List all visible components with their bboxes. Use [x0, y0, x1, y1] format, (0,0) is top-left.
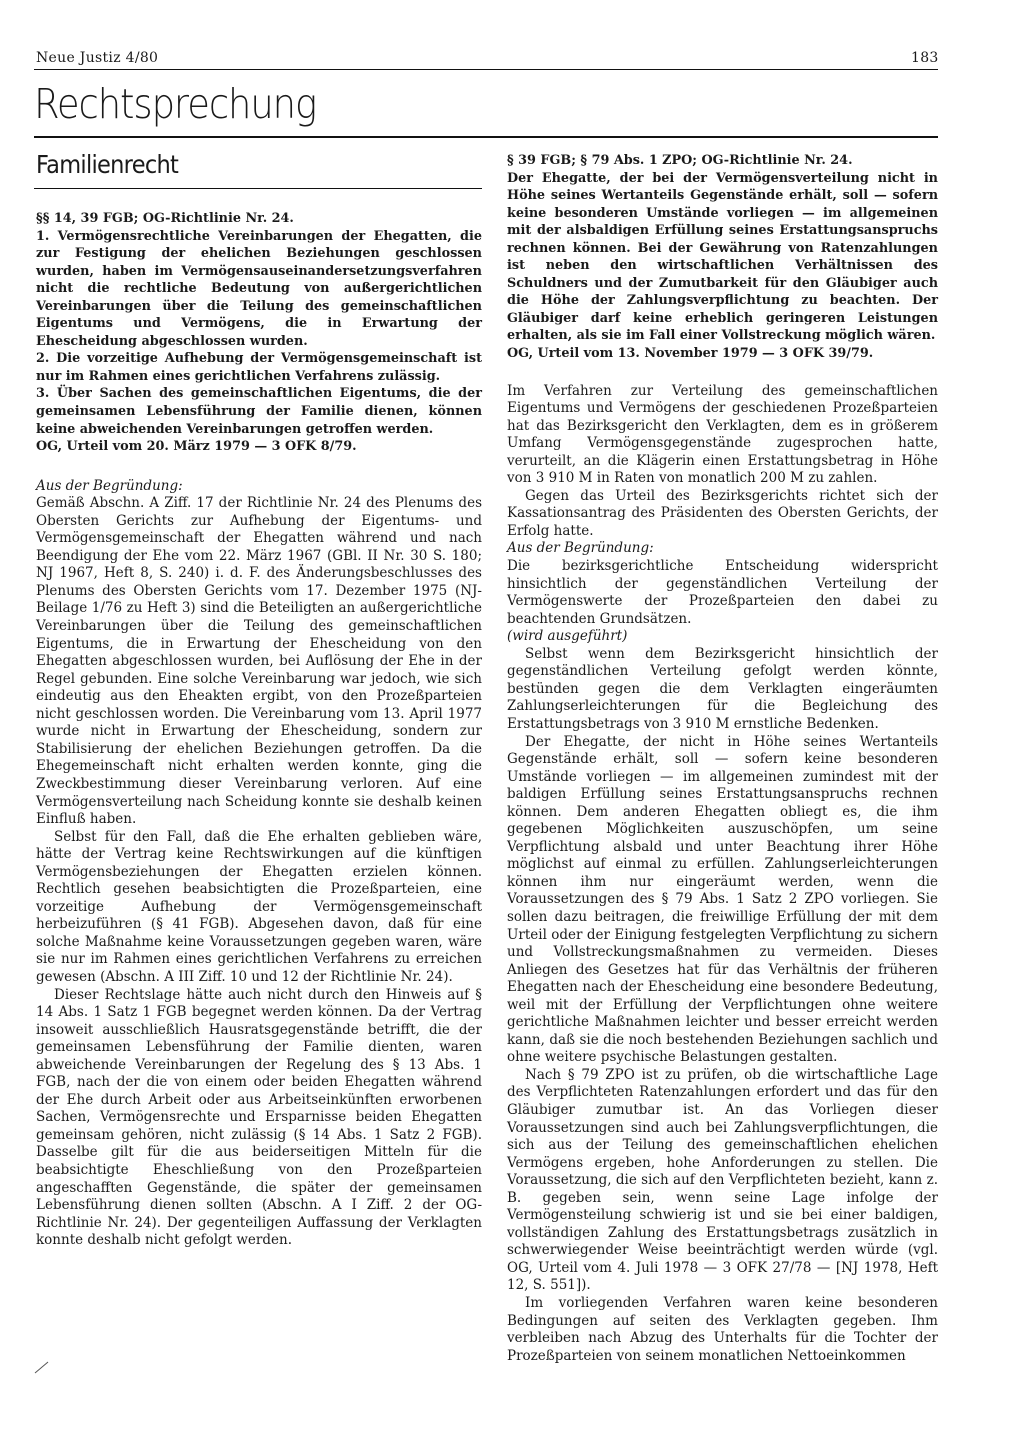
subsection-title: Familienrecht — [36, 150, 179, 179]
pencil-mark-icon — [34, 1360, 50, 1374]
right-paragraph-7: Im vorliegenden Verfahren waren keine besonderen Bedingungen auf seiten des Verklagten gegeben. Ihm verbleiben nach Abzug des Unterhalts für die Tochter der Prozeßparteien von seinem monatlichen Nettoeinkommen — [507, 1295, 938, 1364]
right-paragraph-3: Die bezirksgerichtliche Entscheidung widerspricht hinsichtlich der gegenständlichen Verteilung der Vermögenswerte der Prozeßparteien den dabei zu beachtenden Grundsätzen. — [507, 558, 938, 627]
right-paragraph-1: Im Verfahren zur Verteilung des gemeinschaftlichen Eigentums und Vermögens der geschiedenen Prozeßparteien hat das Bezirksgericht den Verklagten, dem es in größerem Umfang Vermögensgegenstände zugesprochen hatte, verurteilt, an die Klägerin einen Erstattungsbetrag in Höhe von 3 910 M in Raten von monatlich 200 M zu zahlen. — [507, 382, 938, 487]
right-paragraph-2: Gegen das Urteil des Bezirksgerichts richtet sich der Kassationsantrag des Präsidenten des Obersten Gerichts, der Erfolg hatte. — [507, 487, 938, 539]
right-citation: OG, Urteil vom 13. November 1979 — 3 OFK 39/79. — [507, 346, 874, 362]
section-rule — [34, 136, 938, 138]
journal-header: Neue Justiz 4/80 — [36, 50, 159, 66]
right-wird-ausgefuehrt: (wird ausgeführt) — [507, 628, 628, 645]
right-column — [507, 152, 938, 1365]
right-leitsatz: Der Ehegatte, der bei der Vermögensverteilung nicht in Höhe seines Wertanteils Gegenstände erhält, soll — sofern keine besonderen Umstände vorliegen — im allgemeinen mit der alsbaldigen Erfüllung seines Erstattungsanspruchs rechnen können. Bei der Gewährung von Ratenzahlungen ist neben den wirtschaftlichen Verhältnissen des Schuldners und der Zumutbarkeit für den Gläubiger auch die Höhe der Zahlungsverpflichtung zu beachten. Der Gläubiger darf keine erheblich geringeren Leistungen erhalten, als sie im Fall einer Vollstreckung möglich wären. — [507, 170, 938, 344]
left-begruendung-label: Aus der Begründung: — [36, 477, 183, 494]
right-paragraph-6: Nach § 79 ZPO ist zu prüfen, ob die wirtschaftliche Lage des Verpflichteten Ratenzahlungen erfordert und das für den Gläubiger zumutbar ist. An das Vorliegen dieser Voraussetzungen sind auch bei Zahlungsverpflichtungen, die sich aus der Teilung des gemeinschaftlichen ehelichen Vermögens ergeben, hohe Anforderungen zu stellen. Die Voraussetzung, die sich auf den Verpflichteten bezieht, kann z. B. gegeben sein, wenn seine Lage infolge der Vermögensteilung schwierig ist und sie bei einer baldigen, vollständigen Zahlung des Erstattungsbetrags zusätzlich in schwerwiegender Weise beeinträchtigt werden würde (vgl. OG, Urteil vom 4. Juli 1978 — 3 OFK 27/78 — [NJ 1978, Heft 12, S. 551]). — [507, 1066, 938, 1294]
left-leitsatz-1: 1. Vermögensrechtliche Vereinbarungen der Ehegatten, die zur Festigung der ehelichen Beziehungen geschlossen wurden, haben im Vermögensauseinandersetzungsverfahren nicht die rechtliche Bedeutung von außergerichtlichen Vereinbarungen über die Teilung des gemeinschaftlichen Eigentums und Vermögens, die in Erwartung der Ehescheidung abgeschlossen wurden. — [36, 228, 482, 349]
right-begruendung-label: Aus der Begründung: — [507, 540, 654, 557]
left-column — [36, 210, 482, 1250]
right-paragraph-4: Selbst wenn dem Bezirksgericht hinsichtlich der gegenständlichen Verteilung gefolgt werden könnte, bestünden gegen die dem Verklagten eingeräumten Zahlungserleichterungen für die Begleichung des Erstattungsbetrags von 3 910 M ernstliche Bedenken. — [507, 645, 938, 732]
left-leitsatz-3: 3. Über Sachen des gemeinschaftlichen Eigentums, die der gemeinsamen Lebensführung der Familie dienen, können keine abweichenden Vereinbarungen getroffen werden. — [36, 386, 482, 437]
left-paragraph-2: Selbst für den Fall, daß die Ehe erhalten geblieben wäre, hätte der Vertrag keine Rechtswirkungen auf die künftigen Vermögensbeziehungen der Ehegatten erzielen können. Rechtlich gesehen beabsichtigten die Prozeßparteien, eine vorzeitige Aufhebung der Vermögensgemeinschaft herbeizuführen (§ 41 FGB). Abgesehen davon, daß für eine solche Maßnahme keine Voraussetzungen gegeben waren, wäre sie nur im Rahmen eines gerichtlichen Verfahrens zu erreichen gewesen (Abschn. A III Ziff. 10 und 12 der Richtlinie Nr. 24). — [36, 828, 482, 985]
page-number: 183 — [911, 50, 939, 66]
section-title: Rechtsprechung — [34, 80, 317, 128]
left-heading: §§ 14, 39 FGB; OG-Richtlinie Nr. 24. — [36, 211, 294, 226]
right-heading: § 39 FGB; § 79 Abs. 1 ZPO; OG-Richtlinie Nr. 24. — [507, 153, 853, 168]
left-citation: OG, Urteil vom 20. März 1979 — 3 OFK 8/79. — [36, 439, 357, 455]
subsection-rule — [34, 188, 482, 189]
header-rule — [34, 69, 938, 70]
left-paragraph-3: Dieser Rechtslage hätte auch nicht durch den Hinweis auf § 14 Abs. 1 Satz 1 FGB begegnet werden können. Da der Vertrag insoweit ausschließlich Hausratsgegenstände betrifft, die der gemeinsamen Lebensführung der Familie dienten, waren abweichende Vereinbarungen der Regelung des § 13 Abs. 1 FGB, nach der die von einem oder beiden Ehegatten während der Ehe durch Arbeit oder aus Arbeitseinkünften erworbenen Sachen, Vermögensrechte und Ersparnisse beiden Ehegatten gemeinsam gehören, nicht zulässig (§ 14 Abs. 1 Satz 2 FGB). Dasselbe gilt für die aus beiderseitigen Mitteln für die beabsichtigte Eheschließung von den Prozeßparteien angeschafften Gegenstände, die später der gemeinsamen Lebensführung dienen sollten (Abschn. A I Ziff. 2 der OG-Richtlinie Nr. 24). Der gegenteiligen Auffassung der Verklagten konnte deshalb nicht gefolgt werden. — [36, 986, 482, 1249]
left-paragraph-1: Gemäß Abschn. A Ziff. 17 der Richtlinie Nr. 24 des Plenums des Obersten Gerichts zur Aufhebung der Eigentums- und Vermögensgemeinschaft der Ehegatten während und nach Beendigung der Ehe vom 22. März 1967 (GBl. II Nr. 30 S. 180; NJ 1967, Heft 8, S. 240) i. d. F. des Änderungsbeschlusses des Plenums des Obersten Gerichts vom 17. Dezember 1975 (NJ-Beilage 1/76 zu Heft 3) sind die Beteiligten an außergerichtliche Vereinbarungen über die Teilung des gemeinschaftlichen Eigentums, die in Erwartung der Ehescheidung von den Ehegatten abgeschlossen wurden, bei Auflösung der Ehe in der Regel gebunden. Eine solche Vereinbarung war jedoch, wie sich eindeutig aus den Eheakten ergibt, von den Prozeßparteien nicht geschlossen worden. Die Vereinbarung vom 13. April 1977 wurde nicht in Erwartung der Ehescheidung, sondern zur Stabilisierung der ehelichen Beziehungen getroffen. Da die Ehegemeinschaft nicht erhalten werden konnte, ging die Zweckbestimmung dieser Vereinbarung verloren. Auf eine Vermögensverteilung nach Scheidung konnte sie deshalb keinen Einfluß haben. — [36, 495, 482, 828]
right-paragraph-5: Der Ehegatte, der nicht in Höhe seines Wertanteils Gegenstände erhält, soll — sofern keine besonderen Umstände vorliegen — im allgemeinen zumindest mit der baldigen Erfüllung seines Erstattungsanspruchs rechnen können. Dem anderen Ehegatten obliegt es, die ihm gegebenen Möglichkeiten auszuschöpfen, um seine Verpflichtung alsbald und unter Beachtung ihrer Höhe möglichst auf einmal zu erfüllen. Zahlungserleichterungen können ihm nur eingeräumt werden, wenn die Voraussetzungen des § 79 Abs. 1 Satz 2 ZPO vorliegen. Sie sollen dazu beitragen, die freiwillige Erfüllung der mit dem Urteil oder der Einigung festgelegten Verpflichtung zu sichern und Vollstreckungsmaßnahmen zu vermeiden. Dieses Anliegen des Gesetzes hat für das Verhältnis der früheren Ehegatten nach der Ehescheidung eine besondere Bedeutung, weil mit der Erfüllung der Verpflichtungen ohne weitere gerichtliche Maßnahmen leichter und besser erreicht werden kann, daß sie die noch bestehenden Beziehungen sachlich und ohne weitere psychische Belastungen gestalten. — [507, 733, 938, 1066]
left-leitsatz-2: 2. Die vorzeitige Aufhebung der Vermögensgemeinschaft ist nur im Rahmen eines gerichtlichen Verfahrens zulässig. — [36, 351, 482, 384]
